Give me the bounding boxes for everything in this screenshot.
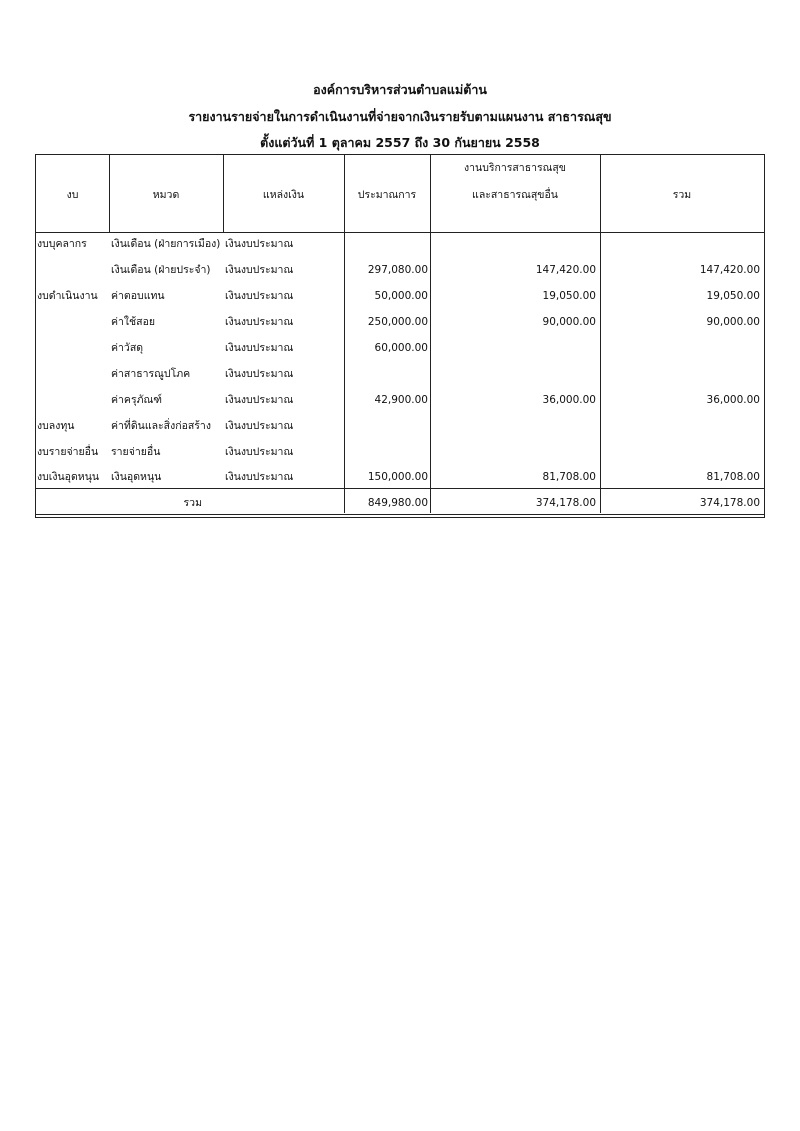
cell-estimate <box>346 440 428 464</box>
cell-source: เงินงบประมาณ <box>225 264 294 276</box>
cell-total: 36,000.00 <box>706 394 760 406</box>
header-service-line1: งานบริการสาธารณสุข <box>464 162 566 174</box>
expense-report-table <box>35 154 765 518</box>
table-row <box>36 258 764 282</box>
cell-estimate: 150,000.00 <box>367 471 428 483</box>
cell-ngob <box>37 362 109 386</box>
cell-source: เงินงบประมาณ <box>225 471 294 483</box>
cell-source: เงินงบประมาณ <box>225 342 294 354</box>
cell-mod: รายจ่ายอื่น <box>111 446 161 458</box>
cell-service <box>432 362 596 386</box>
table-row <box>36 310 764 334</box>
table-row <box>36 284 764 308</box>
cell-ngob: งบดำเนินงาน <box>37 290 98 302</box>
cell-ngob <box>37 258 109 282</box>
cell-source: เงินงบประมาณ <box>225 290 294 302</box>
cell-total: 90,000.00 <box>706 316 760 328</box>
cell-total <box>602 232 760 256</box>
cell-total <box>602 440 760 464</box>
total-grand: 374,178.00 <box>699 497 760 509</box>
cell-service: 19,050.00 <box>542 290 596 302</box>
cell-estimate <box>346 232 428 256</box>
cell-mod: ค่าครุภัณฑ์ <box>111 394 162 406</box>
cell-ngob <box>37 310 109 334</box>
total-service: 374,178.00 <box>535 497 596 509</box>
cell-estimate: 50,000.00 <box>374 290 428 302</box>
cell-source: เงินงบประมาณ <box>225 394 294 406</box>
table-row <box>36 465 764 489</box>
cell-source: เงินงบประมาณ <box>225 368 294 380</box>
cell-service <box>432 336 596 360</box>
table-row <box>36 388 764 412</box>
cell-service: 147,420.00 <box>535 264 596 276</box>
cell-total: 147,420.00 <box>699 264 760 276</box>
org-name: องค์การบริหารส่วนตำบลแม่ต้าน <box>313 82 487 97</box>
cell-total: 19,050.00 <box>706 290 760 302</box>
table-row <box>36 440 764 464</box>
cell-source: เงินงบประมาณ <box>225 238 294 250</box>
cell-total: 81,708.00 <box>706 471 760 483</box>
cell-source: เงินงบประมาณ <box>225 446 294 458</box>
cell-service <box>432 440 596 464</box>
cell-service: 81,708.00 <box>542 471 596 483</box>
cell-mod: ค่าตอบแทน <box>111 290 165 302</box>
cell-mod: ค่าที่ดินและสิ่งก่อสร้าง <box>111 420 211 432</box>
header-total: รวม <box>672 189 692 201</box>
header-source: แหล่งเงิน <box>262 189 305 201</box>
total-estimate: 849,980.00 <box>367 497 428 509</box>
cell-ngob: งบเงินอุดหนุน <box>37 471 100 483</box>
cell-estimate <box>346 414 428 438</box>
cell-ngob: งบลงทุน <box>37 420 75 432</box>
cell-mod: เงินเดือน (ฝ่ายการเมือง) <box>111 238 221 250</box>
total-label: รวม <box>183 497 202 509</box>
table-row <box>36 362 764 386</box>
cell-source: เงินงบประมาณ <box>225 420 294 432</box>
table-row <box>36 232 764 256</box>
table-row <box>36 414 764 438</box>
cell-service <box>432 232 596 256</box>
cell-total <box>602 336 760 360</box>
cell-mod: ค่าวัสดุ <box>111 342 144 354</box>
cell-source: เงินงบประมาณ <box>225 316 294 328</box>
cell-service <box>432 414 596 438</box>
table-row <box>36 336 764 360</box>
cell-ngob: งบรายจ่ายอื่น <box>37 446 99 458</box>
header-estimate: ประมาณการ <box>357 189 417 201</box>
header-ngob: งบ <box>66 189 79 201</box>
cell-total <box>602 414 760 438</box>
cell-total <box>602 362 760 386</box>
cell-service: 36,000.00 <box>542 394 596 406</box>
report-title: รายงานรายจ่ายในการดำเนินงานที่จ่ายจากเงินรายรับตามแผนงาน สาธารณสุข <box>188 109 612 124</box>
report-period: ตั้งแต่วันที่ 1 ตุลาคม 2557 ถึง 30 กันยายน 2558 <box>260 135 540 150</box>
header-service-line2: และสาธารณสุขอื่น <box>472 189 558 201</box>
cell-estimate: 250,000.00 <box>367 316 428 328</box>
cell-ngob <box>37 336 109 360</box>
cell-service: 90,000.00 <box>542 316 596 328</box>
cell-estimate <box>346 362 428 386</box>
cell-mod: ค่าสาธารณูปโภค <box>111 368 191 380</box>
cell-mod: ค่าใช้สอย <box>111 316 156 328</box>
cell-estimate: 42,900.00 <box>374 394 428 406</box>
cell-estimate: 297,080.00 <box>367 264 428 276</box>
cell-ngob: งบบุคลากร <box>37 238 87 250</box>
cell-estimate: 60,000.00 <box>374 342 428 354</box>
cell-mod: เงินเดือน (ฝ่ายประจำ) <box>111 264 211 276</box>
cell-mod: เงินอุดหนุน <box>111 471 162 483</box>
cell-ngob <box>37 388 109 412</box>
header-mod: หมวด <box>152 189 180 201</box>
